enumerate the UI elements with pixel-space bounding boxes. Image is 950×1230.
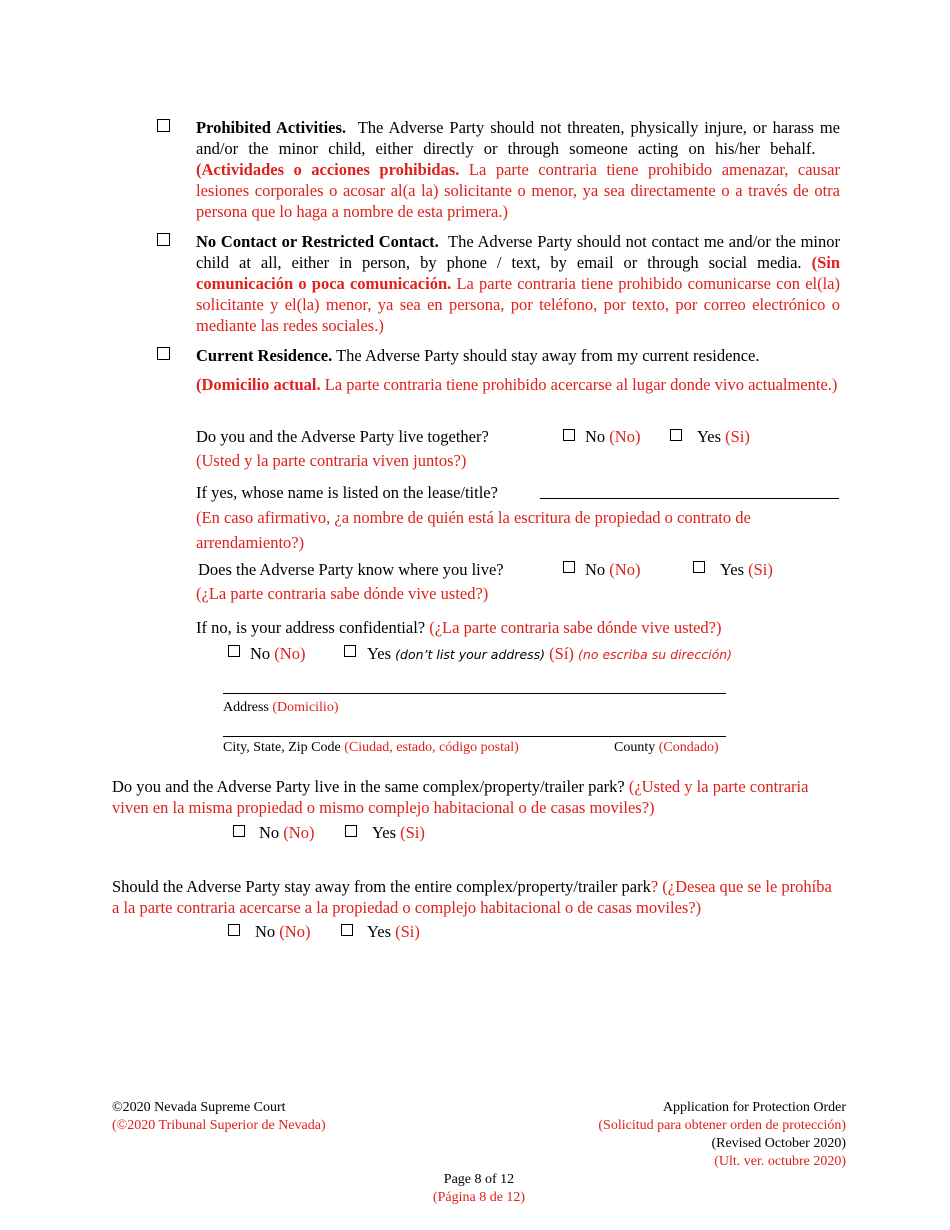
stay-away-no-text-es: (No) (279, 922, 311, 941)
footer-copyright: ©2020 Nevada Supreme Court (112, 1100, 286, 1115)
county-label (614, 740, 719, 756)
confidential-yes-note: (don’t list your address) (395, 647, 546, 662)
same-complex-yes-checkbox[interactable] (345, 825, 357, 837)
same-complex-question-es: (¿Usted y la parte contraria viven en la misma propiedad o mismo complejo habitacional o de casas moviles?) (112, 777, 809, 817)
confidential-question-es: (¿La parte contraria sabe dónde vive usted?) (429, 618, 722, 637)
no-contact-text-es: La parte contraria tiene prohibido comunicarse con el(la) solicitante y el(la) menor, ya sea en persona, por teléfono, por texto, por correo electrónico o mediante las redes sociales.) (196, 274, 840, 335)
confidential-yes-note-es: (no escriba su dirección) (578, 647, 733, 662)
know-where-no-text: No (585, 560, 606, 579)
city-label (223, 740, 519, 756)
same-complex-yes-text-es: (Si) (400, 823, 425, 842)
prohibited-activities-text: The Adverse Party should not threaten, physically injure, or harass me and/or the minor child, either directly or through someone acting on his/her behalf. (196, 118, 841, 158)
city-label-es: (Ciudad, estado, código postal) (344, 740, 519, 755)
footer-page-number-es: (Página 8 de 12) (432, 1190, 526, 1205)
live-together-no-text: No (585, 427, 606, 446)
confidential-yes-checkbox[interactable] (344, 645, 356, 657)
prohibited-activities-title: Prohibited Activities. (196, 118, 347, 137)
stay-away-yes-text: Yes (367, 922, 392, 941)
county-label-text: County (614, 740, 656, 755)
footer-form-title-es: (Solicitud para obtener orden de protección) (598, 1118, 846, 1133)
current-residence-checkbox[interactable] (157, 347, 170, 360)
no-contact-checkbox[interactable] (157, 233, 170, 246)
live-together-no-text-es: (No) (609, 427, 641, 446)
confidential-question: If no, is your address confidential? (196, 618, 426, 637)
stay-away-yes-text-es: (Si) (395, 922, 420, 941)
prohibited-activities-paragraph (196, 117, 840, 222)
stay-away-no-label (255, 922, 310, 942)
know-where-yes-text: Yes (720, 560, 745, 579)
confidential-yes-text-es: (Sí) (549, 644, 574, 663)
current-residence-text-es: La parte contraria tiene prohibido acercarse al lugar donde vivo actualmente.) (324, 375, 838, 394)
confidential-question-line (196, 618, 722, 638)
know-where-question: Does the Adverse Party know where you live? (198, 560, 504, 579)
same-complex-no-checkbox[interactable] (233, 825, 245, 837)
confidential-yes-text: Yes (367, 644, 392, 663)
same-complex-yes-label (372, 823, 425, 843)
lease-question-es: (En caso afirmativo, ¿a nombre de quién está la escritura de propiedad o contrato de arrendamiento?) (196, 508, 751, 552)
stay-away-question-es: ? (¿Desea que se le prohíba a la parte contraria acercarse a la propiedad o complejo habitacional o de casas moviles?) (112, 877, 832, 917)
footer-right (598, 1099, 846, 1171)
know-where-yes-text-es: (Si) (748, 560, 773, 579)
lease-name-field[interactable] (540, 498, 839, 499)
footer-left (112, 1099, 326, 1135)
county-label-es: (Condado) (658, 740, 719, 755)
know-where-question-es: (¿La parte contraria sabe dónde vive usted?) (196, 584, 489, 603)
no-contact-title: No Contact or Restricted Contact. (196, 232, 439, 251)
confidential-no-label (250, 644, 305, 664)
city-label-text: City, State, Zip Code (223, 740, 341, 755)
no-contact-title-es: (Sin comunicación o poca comunicación. (196, 253, 841, 293)
same-complex-no-text: No (259, 823, 280, 842)
lease-question: If yes, whose name is listed on the lease/title? (196, 483, 498, 502)
stay-away-yes-label (367, 922, 420, 942)
stay-away-question: Should the Adverse Party stay away from the entire complex/property/trailer park (112, 877, 651, 896)
same-complex-no-text-es: (No) (283, 823, 315, 842)
live-together-no-checkbox[interactable] (563, 429, 575, 441)
prohibited-activities-text-es: La parte contraria tiene prohibido amenazar, causar lesiones corporales o acosar al(a la) solicitante o menor, ya sea directamente o a través de otra persona que lo haga a nombre de esta primera.) (196, 160, 841, 221)
live-together-yes-text-es: (Si) (725, 427, 750, 446)
know-where-yes-label (720, 560, 773, 580)
confidential-yes-label (367, 644, 732, 664)
stay-away-question-block (112, 876, 837, 918)
know-where-no-label (585, 560, 640, 580)
know-where-no-checkbox[interactable] (563, 561, 575, 573)
address-label (223, 700, 339, 716)
address-field[interactable] (223, 693, 726, 694)
same-complex-no-label (259, 823, 314, 843)
know-where-no-text-es: (No) (609, 560, 641, 579)
same-complex-question-block (112, 776, 842, 818)
know-where-yes-checkbox[interactable] (693, 561, 705, 573)
live-together-no-label (585, 427, 640, 447)
live-together-question-es: (Usted y la parte contraria viven juntos?) (196, 451, 467, 470)
stay-away-yes-checkbox[interactable] (341, 924, 353, 936)
confidential-no-checkbox[interactable] (228, 645, 240, 657)
no-contact-text: The Adverse Party should not contact me and/or the minor child at all, either in person, by phone / text, by email or through social media. (196, 232, 840, 272)
confidential-no-text-es: (No) (274, 644, 306, 663)
footer-revised-es: (Ult. ver. octubre 2020) (714, 1154, 846, 1169)
live-together-yes-label (697, 427, 750, 447)
city-county-field[interactable] (223, 736, 726, 737)
footer-form-title: Application for Protection Order (662, 1100, 846, 1115)
live-together-yes-text: Yes (697, 427, 722, 446)
current-residence-text: The Adverse Party should stay away from my current residence. (336, 346, 760, 365)
current-residence-title-es: (Domicilio actual. (196, 375, 321, 394)
stay-away-no-checkbox[interactable] (228, 924, 240, 936)
same-complex-question: Do you and the Adverse Party live in the same complex/property/trailer park? (112, 777, 625, 796)
prohibited-activities-checkbox[interactable] (157, 119, 170, 132)
current-residence-title: Current Residence. (196, 346, 333, 365)
live-together-yes-checkbox[interactable] (670, 429, 682, 441)
footer-copyright-es: (©2020 Tribunal Superior de Nevada) (112, 1118, 326, 1133)
no-contact-paragraph (196, 231, 840, 336)
footer-revised: (Revised October 2020) (711, 1136, 846, 1151)
address-label-text: Address (223, 700, 269, 715)
footer-page-number: Page 8 of 12 (443, 1172, 515, 1187)
live-together-question: Do you and the Adverse Party live together? (196, 427, 489, 446)
confidential-no-text: No (250, 644, 271, 663)
current-residence-paragraph (196, 345, 846, 366)
footer-page (0, 1171, 950, 1207)
current-residence-es (196, 373, 846, 397)
same-complex-yes-text: Yes (372, 823, 397, 842)
prohibited-activities-title-es: (Actividades o acciones prohibidas. (196, 160, 460, 179)
address-label-es: (Domicilio) (272, 700, 339, 715)
stay-away-no-text: No (255, 922, 276, 941)
